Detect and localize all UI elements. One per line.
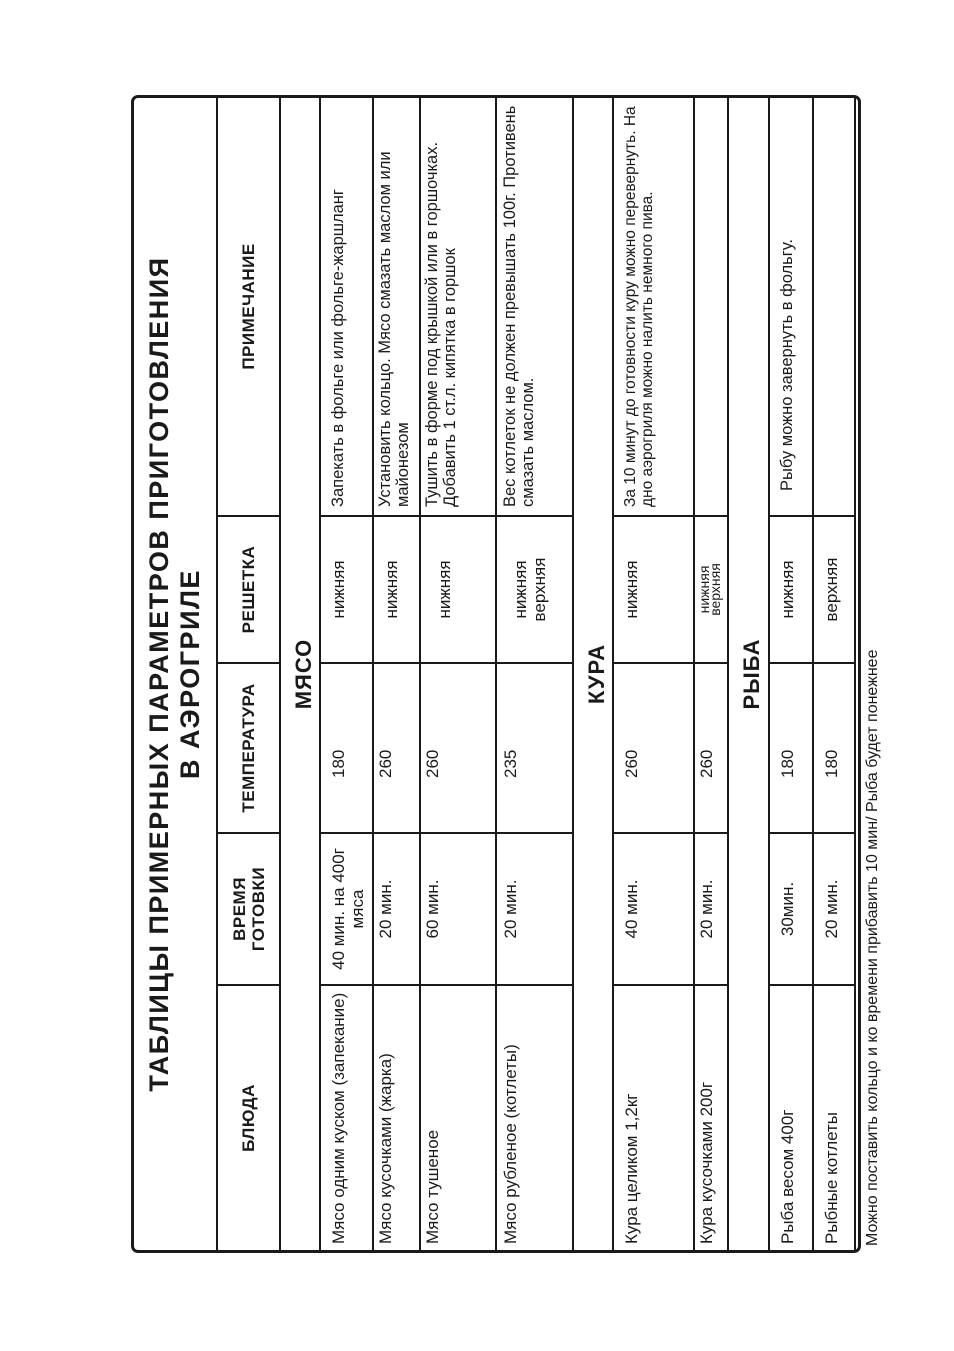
time-cell: 40 мин. [613, 833, 694, 985]
dish-cell: Мясо кусочками (жарка) [373, 985, 420, 1250]
time-cell: 30мин. [769, 833, 813, 985]
rack-cell: нижняя верхняя [694, 516, 728, 663]
dish-cell: Кура кусочками 200г [694, 985, 728, 1250]
temp-cell: 260 [373, 663, 420, 833]
parameters-table-frame [131, 95, 881, 1253]
table-row [320, 98, 373, 1250]
rotated-page [0, 91, 954, 1351]
note-cell: Установить кольцо. Мясо смазать маслом или майонезом [373, 98, 420, 516]
cooking-parameters-table [216, 98, 887, 1250]
page-title [134, 98, 216, 1250]
note-cell: Рыбу можно завернуть в фольгу. [769, 98, 813, 516]
time-cell: 20 мин. [496, 833, 573, 985]
header-time: ВРЕМЯ ГОТОВКИ [217, 833, 280, 985]
note-cell: Тушить в форме под крышкой или в горшочках. Добавить 1 ст.л. кипятка в горшок [420, 98, 496, 516]
dish-cell: Мясо тушеное [420, 985, 496, 1250]
temp-cell: 260 [420, 663, 496, 833]
section-row [573, 98, 613, 1250]
note-cell [813, 98, 855, 516]
note-cell: Вес котлеток не должен превышать 100г. Противень смазать маслом. [496, 98, 573, 516]
temp-cell: 180 [320, 663, 373, 833]
time-cell: 20 мин. [813, 833, 855, 985]
time-cell: 20 мин. [373, 833, 420, 985]
time-cell: 60 мин. [420, 833, 496, 985]
dish-cell: Рыба весом 400г [769, 985, 813, 1250]
rack-cell: нижняя [320, 516, 373, 663]
footnote-row [855, 98, 887, 1250]
rack-cell: верхняя [813, 516, 855, 663]
section-title-fish: РЫБА [728, 98, 769, 1250]
section-title-meat: МЯСО [280, 98, 320, 1250]
table-row [769, 98, 813, 1250]
table-row [813, 98, 855, 1250]
note-cell [694, 98, 728, 516]
note-cell: За 10 минут до готовности куру можно перевернуть. На дно аэрогриля можно налить немного пива. [613, 98, 694, 516]
rack-cell: нижняя [373, 516, 420, 663]
time-cell: 20 мин. [694, 833, 728, 985]
table-row [420, 98, 496, 1250]
dish-cell: Кура целиком 1,2кг [613, 985, 694, 1250]
rack-cell: нижняя верхняя [496, 516, 573, 663]
dish-cell: Мясо одним куском (запекание) [320, 985, 373, 1250]
rack-cell: нижняя [769, 516, 813, 663]
table-row [373, 98, 420, 1250]
header-dish: БЛЮДА [217, 985, 280, 1250]
rack-cell: нижняя [613, 516, 694, 663]
temp-cell: 260 [613, 663, 694, 833]
header-row [217, 98, 280, 1250]
dish-cell: Рыбные котлеты [813, 985, 855, 1250]
title-line-1: ТАБЛИЦЫ ПРИМЕРНЫХ ПАРАМЕТРОВ ПРИГОТОВЛЕНИЯ [144, 256, 174, 1092]
footnote: Можно поставить кольцо и ко времени прибавить 10 мин/ Рыба будет понежнее [855, 98, 887, 1250]
title-line-2: В АЭРОГРИЛЕ [175, 569, 205, 779]
header-note: ПРИМЕЧАНИЕ [217, 98, 280, 516]
header-temp: ТЕМПЕРАТУРА [217, 663, 280, 833]
table-row [613, 98, 694, 1250]
note-cell: Запекать в фольге или фольге-жаршланг [320, 98, 373, 516]
temp-cell: 260 [694, 663, 728, 833]
table-row [694, 98, 728, 1250]
section-row [280, 98, 320, 1250]
header-rack: РЕШЕТКА [217, 516, 280, 663]
rack-cell: нижняя [420, 516, 496, 663]
table-row [496, 98, 573, 1250]
section-row [728, 98, 769, 1250]
dish-cell: Мясо рубленое (котлеты) [496, 985, 573, 1250]
section-title-chicken: КУРА [573, 98, 613, 1250]
temp-cell: 180 [769, 663, 813, 833]
temp-cell: 235 [496, 663, 573, 833]
temp-cell: 180 [813, 663, 855, 833]
time-cell: 40 мин. на 400г мяса [320, 833, 373, 985]
